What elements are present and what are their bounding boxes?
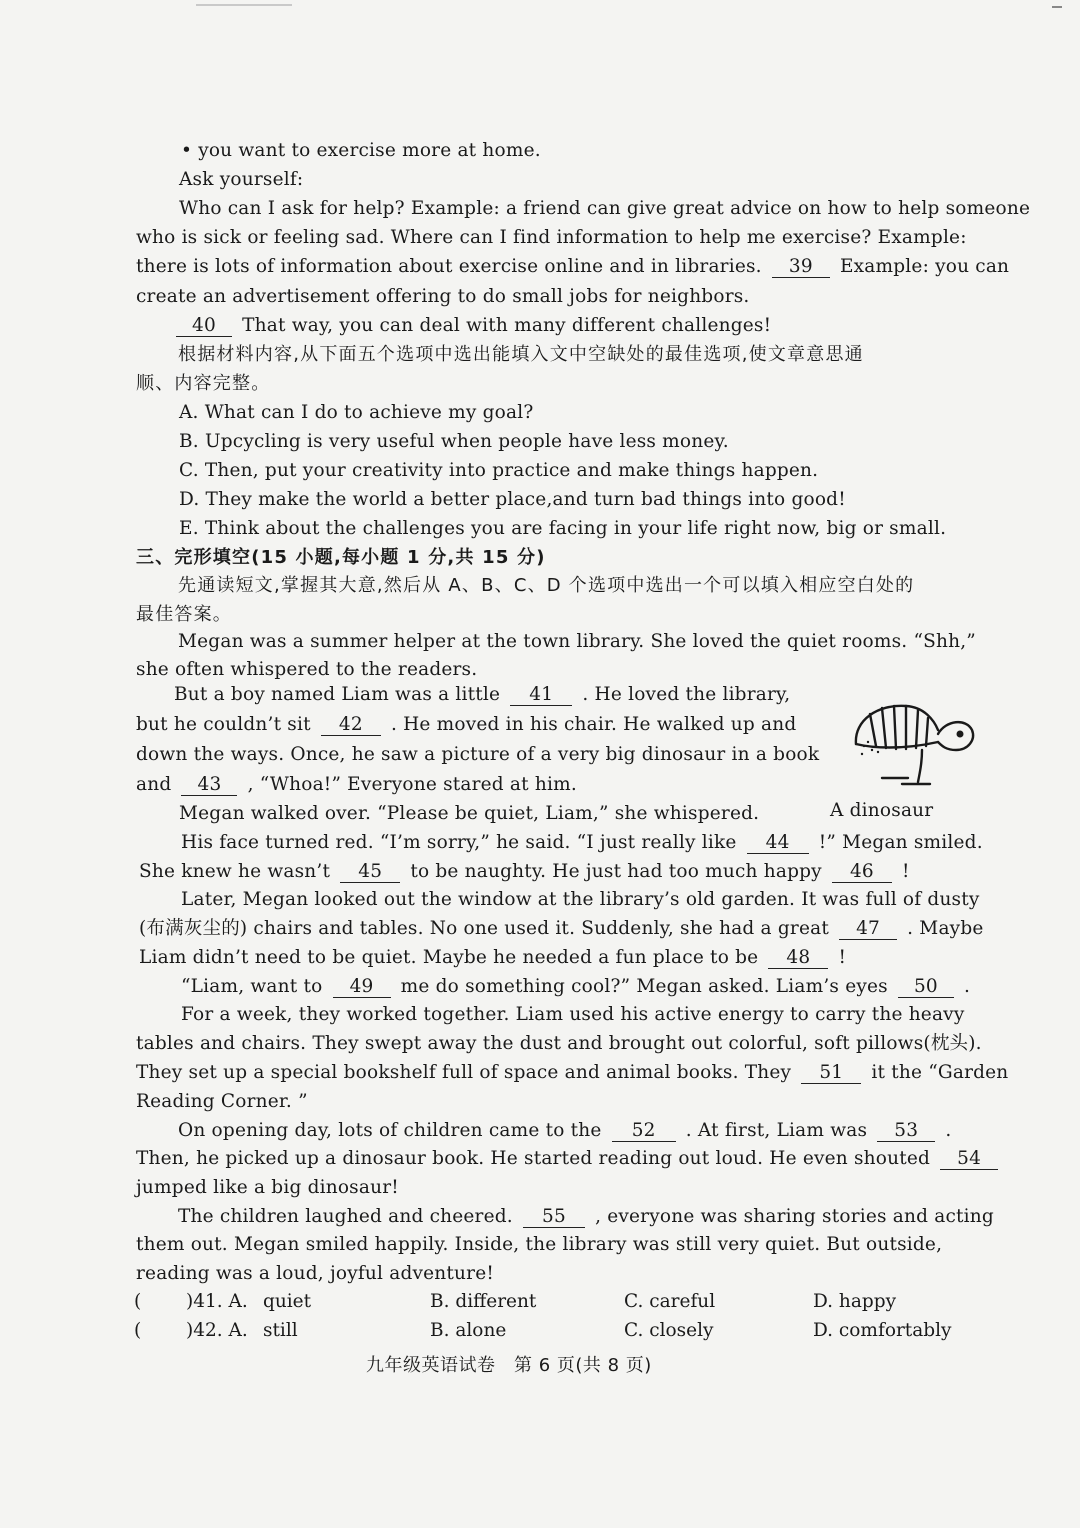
blank-46: 46 (832, 862, 892, 883)
story-line: Megan was a summer helper at the town library. She loved the quiet rooms. “Shh,” (178, 631, 976, 652)
text-line (176, 314, 771, 338)
text-segment: . (964, 976, 971, 997)
story-line (181, 975, 970, 999)
instruction-line: 顺、内容完整。 (136, 373, 271, 394)
story-line: down the ways. Once, he saw a picture of a very big dinosaur in a book (136, 744, 820, 765)
blank-47: 47 (839, 919, 897, 940)
text-segment: but he couldn’t sit (136, 714, 311, 735)
answer-paren[interactable]: ( (134, 1291, 142, 1312)
text-segment: But a boy named Liam was a little (174, 684, 501, 705)
choice-b: B. different (430, 1291, 537, 1312)
story-line (178, 1205, 994, 1229)
section-heading: 三、完形填空(15 小题,每小题 1 分,共 15 分) (136, 547, 546, 568)
story-line (174, 683, 790, 707)
blank-51: 51 (801, 1063, 861, 1084)
text-segment: . At first, Liam was (685, 1120, 868, 1141)
text-segment: ! (838, 947, 847, 968)
blank-39: 39 (772, 257, 830, 278)
blank-48: 48 (768, 948, 828, 969)
text-line: Who can I ask for help? Example: a friend can give great advice on how to help someone (179, 198, 1031, 219)
blank-40: 40 (176, 316, 232, 337)
story-line: reading was a loud, joyful adventure! (136, 1263, 494, 1284)
text-segment: Liam didn’t need to be quiet. Maybe he needed a fun place to be (139, 947, 759, 968)
blank-43: 43 (181, 775, 237, 796)
story-line: them out. Megan smiled happily. Inside, the library was still very quiet. But outside, (136, 1234, 943, 1255)
choice-b: B. alone (430, 1320, 507, 1341)
blank-54: 54 (940, 1149, 998, 1170)
text-segment: . He moved in his chair. He walked up and (390, 714, 797, 735)
question-number: )41. A. (186, 1291, 248, 1312)
text-segment: His face turned red. “I’m sorry,” he said. “I just really like (181, 832, 737, 853)
text-segment: “Liam, want to (181, 976, 323, 997)
blank-53: 53 (877, 1121, 935, 1142)
option-c: C. Then, put your creativity into practice and make things happen. (179, 460, 819, 481)
story-line (136, 1061, 1008, 1085)
dinosaur-illustration (842, 698, 980, 790)
question-number: )42. A. (186, 1320, 248, 1341)
text-segment: That way, you can deal with many different challenges! (242, 315, 772, 336)
text-segment: and (136, 774, 172, 795)
story-line: Later, Megan looked out the window at the library’s old garden. It was full of dusty (181, 889, 980, 910)
choice-a: quiet (263, 1291, 312, 1312)
story-line: Reading Corner. ” (136, 1091, 308, 1112)
text-line: create an advertisement offering to do small jobs for neighbors. (136, 286, 750, 307)
text-segment: there is lots of information about exercise online and in libraries. (136, 256, 762, 277)
text-segment: Then, he picked up a dinosaur book. He started reading out loud. He even shouted (136, 1148, 931, 1169)
instruction-line: 根据材料内容,从下面五个选项中选出能填入文中空缺处的最佳选项,使文章意思通 (178, 344, 864, 365)
story-line (136, 1147, 1002, 1171)
text-segment: ! (902, 861, 910, 882)
text-segment: . He loved the library, (582, 684, 791, 705)
blank-45: 45 (340, 862, 400, 883)
blank-49: 49 (333, 977, 391, 998)
option-a: A. What can I do to achieve my goal? (179, 402, 534, 423)
text-segment: . (945, 1120, 952, 1141)
text-segment: it the “Garden (871, 1062, 1009, 1083)
option-e: E. Think about the challenges you are facing in your life right now, big or small. (179, 518, 947, 539)
story-line: she often whispered to the readers. (136, 659, 478, 680)
blank-44: 44 (747, 833, 809, 854)
blank-50: 50 (898, 977, 954, 998)
text-segment: The children laughed and cheered. (178, 1206, 513, 1227)
text-segment: She knew he wasn’t (139, 861, 331, 882)
choice-d: D. comfortably (813, 1320, 952, 1341)
text-segment: . Maybe (907, 918, 984, 939)
story-line (178, 1119, 951, 1143)
text-line (136, 255, 1009, 279)
text-segment: On opening day, lots of children came to the (178, 1120, 602, 1141)
text-segment: Example: you can (839, 256, 1010, 277)
choice-a: still (263, 1320, 298, 1341)
page-footer: 九年级英语试卷 第 6 页(共 8 页) (366, 1355, 652, 1376)
story-line: tables and chairs. They swept away the dust and brought out colorful, soft pillows(枕头). (136, 1033, 982, 1054)
story-line: Megan walked over. “Please be quiet, Liam,” she whispered. (179, 803, 760, 824)
instruction-line: 最佳答案。 (136, 604, 232, 625)
blank-41: 41 (510, 685, 572, 706)
story-line (181, 831, 983, 855)
story-line: For a week, they worked together. Liam used his active energy to carry the heavy (181, 1004, 965, 1025)
story-line (139, 917, 984, 941)
story-line (136, 773, 577, 797)
choice-c: C. closely (624, 1320, 714, 1341)
answer-paren[interactable]: ( (134, 1320, 142, 1341)
story-line (136, 713, 796, 737)
blank-52: 52 (612, 1121, 676, 1142)
choice-c: C. careful (624, 1291, 716, 1312)
text-segment: They set up a special bookshelf full of space and animal books. They (136, 1062, 792, 1083)
story-line (139, 946, 846, 970)
figure-caption: A dinosaur (830, 800, 934, 821)
instruction-line: 先通读短文,掌握其大意,然后从 A、B、C、D 个选项中选出一个可以填入相应空白处的 (178, 575, 915, 596)
option-b: B. Upcycling is very useful when people have less money. (179, 431, 729, 452)
text-segment: me do something cool?” Megan asked. Liam’s eyes (400, 976, 888, 997)
scan-mark-top (196, 4, 292, 6)
text-segment: !” Megan smiled. (818, 832, 983, 853)
blank-55: 55 (523, 1207, 585, 1228)
text-segment: , “Whoa!” Everyone stared at him. (247, 774, 577, 795)
blank-42: 42 (321, 715, 381, 736)
story-line (139, 860, 910, 884)
scan-mark-corner (1052, 6, 1062, 8)
choice-d: D. happy (813, 1291, 897, 1312)
text-segment: to be naughty. He just had too much happy (410, 861, 822, 882)
story-line: jumped like a big dinosaur! (136, 1177, 399, 1198)
text-segment: , everyone was sharing stories and acting (595, 1206, 994, 1227)
text-segment: (布满灰尘的) chairs and tables. No one used it. Suddenly, she had a great (139, 918, 829, 939)
text-line: who is sick or feeling sad. Where can I find information to help me exercise? Example: (136, 227, 967, 248)
ask-yourself: Ask yourself: (179, 169, 304, 190)
option-d: D. They make the world a better place,and turn bad things into good! (179, 489, 846, 510)
bullet-line: • you want to exercise more at home. (181, 140, 541, 161)
